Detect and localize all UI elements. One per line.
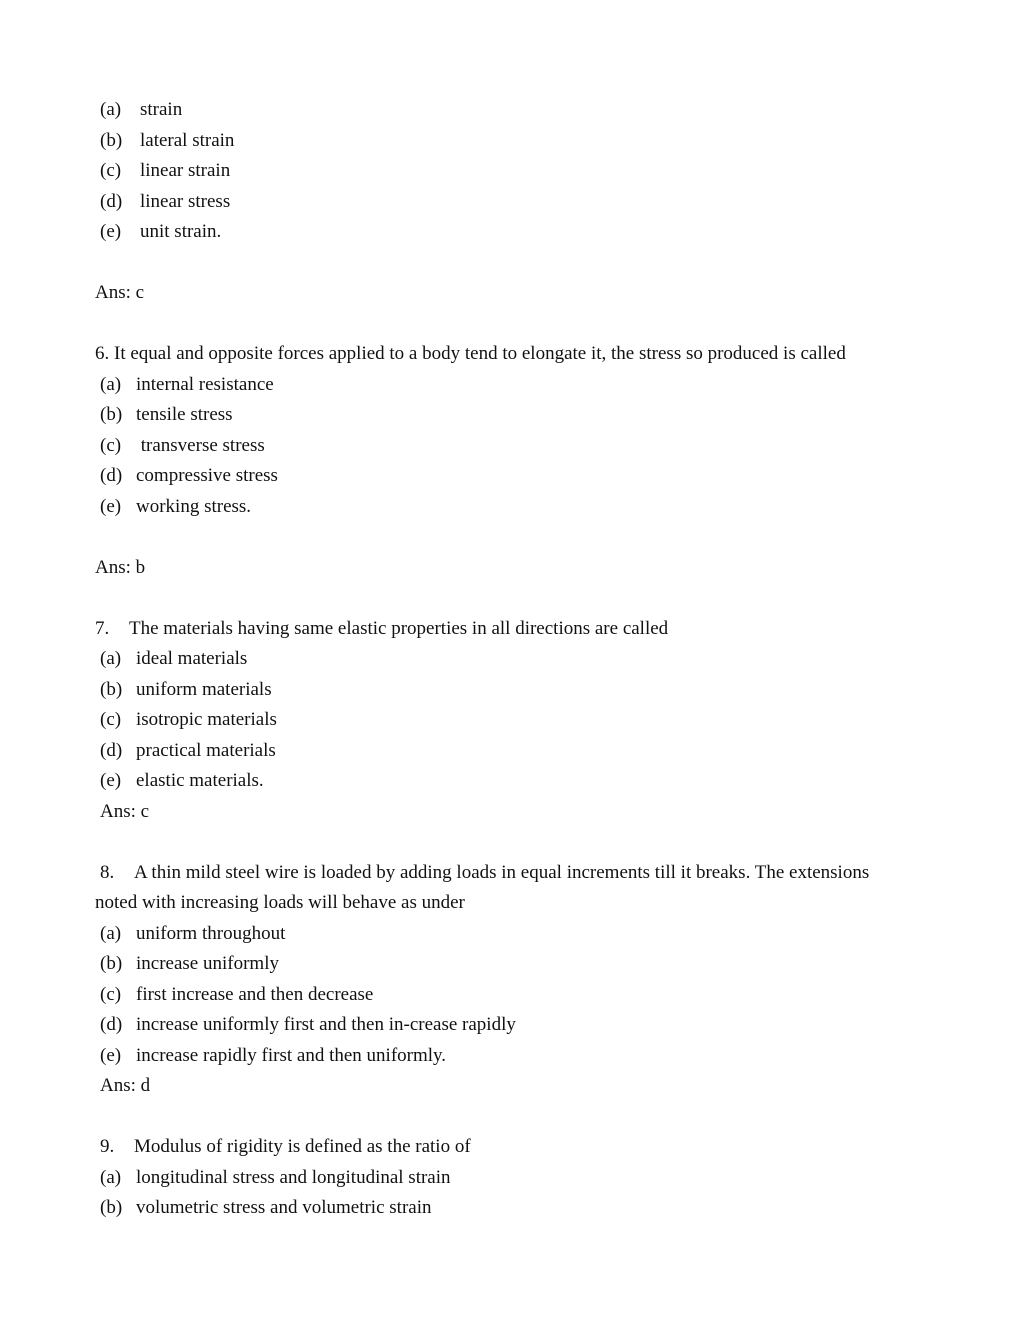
option-label: (e): [100, 495, 122, 517]
option-label: (e): [100, 1044, 122, 1066]
option-e: [95, 766, 935, 797]
document-page: [95, 95, 935, 1224]
option-label: (e): [100, 770, 122, 791]
option-text: longitudinal stress and longitudinal strain: [136, 1166, 451, 1188]
question-number: 7.: [95, 617, 110, 639]
option-label: (a): [100, 373, 122, 395]
question-number: 9.: [100, 1136, 115, 1157]
option-d: [95, 736, 935, 767]
option-b: [95, 126, 935, 157]
question-8-continued: noted with increasing loads will behave as under: [95, 892, 465, 913]
option-label: (c): [100, 160, 122, 181]
option-d: [95, 1010, 935, 1041]
option-text: elastic materials.: [136, 770, 264, 791]
option-text: increase rapidly first and then uniformly.: [136, 1044, 447, 1066]
option-label: (d): [100, 739, 123, 761]
option-label: (c): [100, 709, 122, 730]
option-text: strain: [140, 99, 183, 120]
option-label: (a): [100, 922, 122, 944]
option-text: volumetric stress and volumetric strain: [136, 1197, 432, 1218]
question-7: [95, 614, 935, 645]
option-d: [95, 187, 935, 218]
option-label: (c): [100, 983, 122, 1005]
option-label: (b): [100, 404, 123, 425]
option-label: (d): [100, 1014, 123, 1035]
option-a: [95, 95, 935, 126]
option-label: (e): [100, 221, 122, 242]
question-number: 8.: [100, 861, 115, 883]
option-e: [95, 217, 935, 248]
option-b: [95, 1193, 935, 1224]
option-text: internal resistance: [136, 373, 274, 395]
option-label: (b): [100, 678, 123, 700]
option-text: linear strain: [140, 160, 231, 181]
option-b: [95, 949, 935, 980]
option-c: [95, 980, 935, 1011]
question-text: A thin mild steel wire is loaded by adding loads in equal increments till it breaks. The extensions: [134, 861, 870, 883]
option-c: [95, 705, 935, 736]
option-b: [95, 400, 935, 431]
answer: Ans: b: [95, 556, 146, 578]
question-9: [95, 1132, 935, 1163]
answer: Ans: c: [100, 800, 150, 822]
option-text: uniform materials: [136, 678, 272, 700]
option-label: (b): [100, 953, 123, 974]
option-text: working stress.: [136, 495, 252, 517]
option-label: (a): [100, 99, 122, 120]
option-label: (b): [100, 1197, 123, 1218]
option-b: [95, 675, 935, 706]
option-label: (d): [100, 190, 123, 212]
option-label: (a): [100, 648, 122, 669]
option-c: [95, 431, 935, 462]
option-text: lateral strain: [140, 129, 235, 151]
option-label: (b): [100, 129, 123, 151]
question-6: 6. It equal and opposite forces applied to a body tend to elongate it, the stress so produced is called: [95, 343, 846, 364]
option-a: [95, 919, 935, 950]
answer: Ans: d: [100, 1075, 151, 1096]
option-label: (c): [100, 434, 122, 456]
option-text: linear stress: [140, 190, 231, 212]
question-8: [95, 858, 935, 889]
option-e: [95, 1041, 935, 1072]
answer: Ans: c: [95, 282, 145, 303]
option-text: compressive stress: [136, 465, 278, 486]
option-text: unit strain.: [140, 221, 222, 242]
option-label: (d): [100, 465, 123, 486]
option-e: [95, 492, 935, 523]
option-text: first increase and then decrease: [136, 983, 374, 1005]
option-text: increase uniformly: [136, 953, 279, 974]
option-a: [95, 1163, 935, 1194]
option-d: [95, 461, 935, 492]
option-text: practical materials: [136, 739, 276, 761]
option-text: isotropic materials: [136, 709, 277, 730]
option-text: ideal materials: [136, 648, 248, 669]
option-text: increase uniformly first and then in-crease rapidly: [136, 1014, 516, 1035]
option-a: [95, 370, 935, 401]
option-text: transverse stress: [136, 434, 265, 456]
option-a: [95, 644, 935, 675]
question-text: Modulus of rigidity is defined as the ratio of: [134, 1136, 471, 1157]
option-text: uniform throughout: [136, 922, 286, 944]
option-label: (a): [100, 1166, 122, 1188]
option-text: tensile stress: [136, 404, 233, 425]
question-text: The materials having same elastic properties in all directions are called: [129, 617, 669, 639]
option-c: [95, 156, 935, 187]
